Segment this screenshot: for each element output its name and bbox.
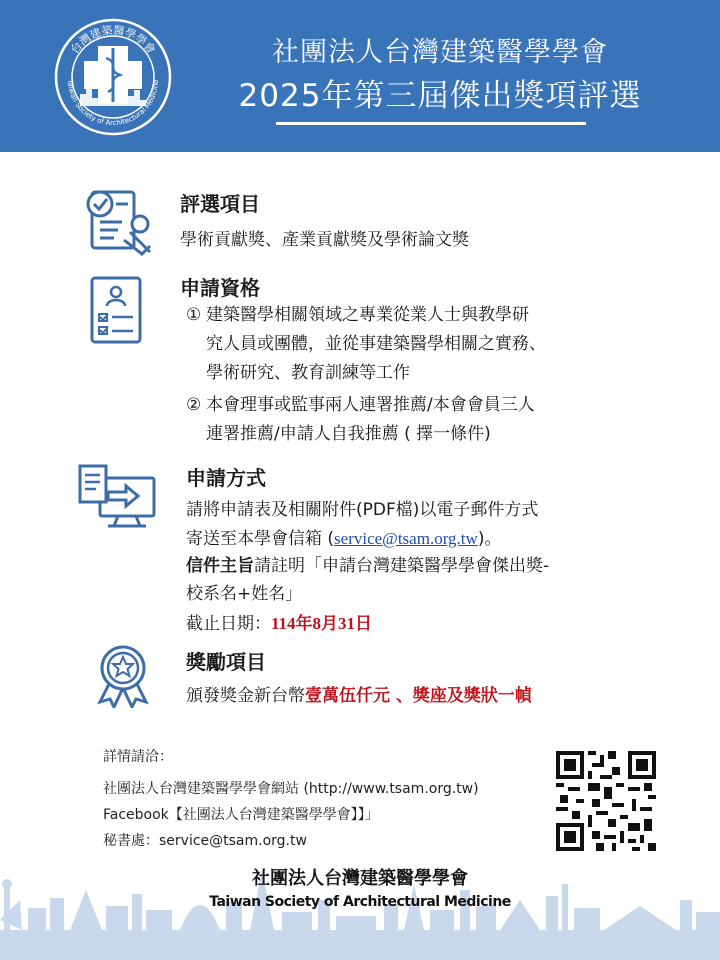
method-line1: 請將申請表及相關附件(PDF檔)以電子郵件方式 bbox=[186, 500, 539, 520]
eligibility-item1-line2: 究人員或團體，並從事建築醫學相關之實務、 bbox=[206, 334, 546, 354]
title-underline bbox=[276, 122, 586, 125]
eligibility-item2-line1: 本會理事或監事兩人連署推薦/本會會員三人 bbox=[206, 395, 535, 415]
subject-text1: 請註明「申請台灣建築醫學學會傑出獎- bbox=[254, 556, 550, 576]
categories-text: 學術貢獻獎、產業貢獻獎及學術論文獎 bbox=[180, 230, 469, 250]
footer-org-name-en: Taiwan Society of Architectural Medicine bbox=[209, 894, 511, 910]
logo-ring-text-top: 台灣建築醫學學會 bbox=[68, 23, 158, 57]
email-link[interactable]: service@tsam.org.tw bbox=[334, 529, 478, 548]
qr-code[interactable] bbox=[556, 751, 656, 851]
contact-secretary[interactable]: 秘書處：service@tsam.org.tw bbox=[103, 833, 307, 849]
eligibility-item1-line3: 學術研究、教育訓練等工作 bbox=[206, 363, 410, 383]
rewards-heading: 獎勵項目 bbox=[186, 650, 266, 674]
eligibility-heading: 申請資格 bbox=[180, 276, 260, 300]
rewards-highlight: 壹萬伍仟元 、獎座及獎狀一幀 bbox=[305, 686, 532, 706]
subject-label: 信件主旨 bbox=[186, 556, 254, 576]
deadline-line bbox=[186, 609, 372, 639]
method-line2 bbox=[186, 524, 501, 554]
computer-transfer-icon bbox=[78, 464, 156, 530]
categories-heading: 評選項目 bbox=[180, 192, 260, 216]
contact-website[interactable]: 社團法人台灣建築醫學學會網站 (http://www.tsam.org.tw) bbox=[103, 781, 479, 797]
header-banner bbox=[0, 0, 720, 152]
event-title: 2025年第三屆傑出獎項評選 bbox=[238, 78, 642, 114]
eligibility-item1-marker: ① bbox=[186, 305, 202, 325]
method-subject-line bbox=[186, 552, 549, 581]
rewards-line bbox=[186, 682, 532, 711]
eligibility-item2-marker: ② bbox=[186, 395, 202, 415]
deadline-label: 截止日期： bbox=[186, 614, 271, 634]
contact-facebook[interactable]: Facebook【社團法人台灣建築醫學學會】】」 bbox=[103, 807, 379, 823]
method-heading: 申請方式 bbox=[186, 466, 266, 490]
eligibility-item2-line2: 連署推薦/申請人自我推薦 ( 擇一條件) bbox=[206, 424, 491, 444]
medal-star-icon bbox=[96, 644, 150, 708]
org-name: 社團法人台灣建築醫學學會 bbox=[272, 37, 608, 68]
award-document-icon bbox=[80, 184, 156, 256]
logo-ring-text-bottom: Taiwan Society of Architectural Medicine bbox=[65, 79, 161, 128]
method-line2-prefix: 寄送至本學會信箱 ( bbox=[186, 529, 335, 549]
contact-intro: 詳情請洽： bbox=[103, 749, 173, 765]
subject-text2: 校系名+姓名」 bbox=[186, 584, 303, 604]
society-logo bbox=[54, 18, 172, 136]
footer-org-name-zh: 社團法人台灣建築醫學學會 bbox=[252, 868, 468, 889]
checklist-profile-icon bbox=[90, 276, 142, 344]
method-line2-suffix: )。 bbox=[477, 529, 502, 549]
eligibility-item1-line1: 建築醫學相關領域之專業從業人士與教學研 bbox=[206, 305, 529, 325]
rewards-prefix: 頒發獎金新台幣 bbox=[186, 686, 305, 706]
deadline-date: 114年8月31日 bbox=[271, 614, 373, 633]
